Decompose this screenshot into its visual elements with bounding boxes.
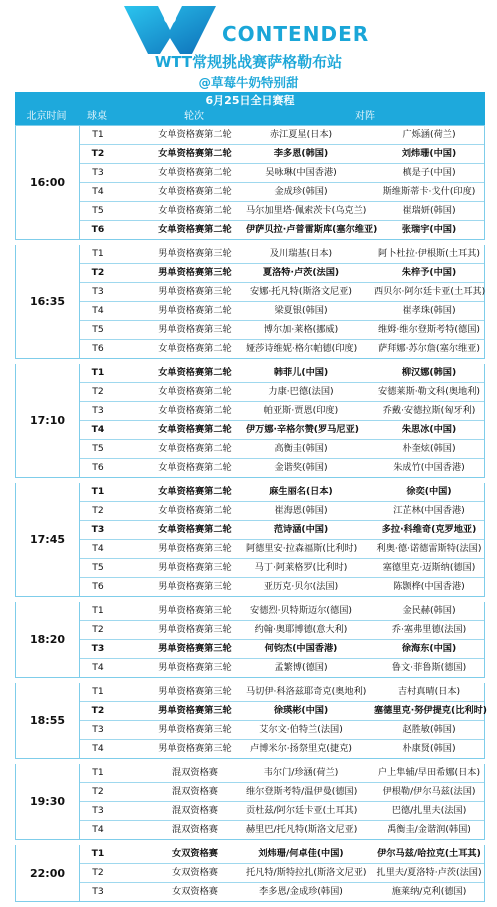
player-two: 利奥·德·诺德雷斯特(法国): [376, 543, 482, 554]
round-name: 男单资格赛第三轮: [158, 705, 232, 716]
match-row: [80, 702, 487, 721]
col-table: 球桌: [87, 111, 107, 122]
player-one: 伊萨贝拉·卢普雷斯库(塞尔维亚): [246, 224, 378, 235]
round-name: 男单资格赛第三轮: [158, 324, 232, 335]
table-number: T2: [92, 786, 104, 797]
table-number: T4: [92, 305, 104, 316]
round-name: 混双资格赛: [172, 767, 218, 778]
table-number: T3: [91, 524, 105, 535]
match-row: [80, 483, 484, 502]
match-row: [80, 683, 484, 702]
player-two: 阿卜杜拉·伊根斯(土耳其): [378, 248, 480, 259]
player-two: 崔瑞妍(韩国): [402, 205, 456, 216]
time-slot: 16:35: [16, 245, 80, 358]
round-name: 男单资格赛第三轮: [158, 662, 232, 673]
player-two: 施莱纳/克利(德国): [391, 886, 467, 897]
match-row: [80, 264, 484, 283]
col-round: 轮次: [184, 111, 204, 122]
table-number: T2: [91, 267, 105, 278]
player-one: 李多恩/金成珍(韩国): [259, 886, 343, 897]
author-handle: @草莓牛奶特别甜: [198, 75, 299, 90]
round-name: 女单资格赛第二轮: [158, 443, 232, 454]
player-two: 张瑞宇(中国): [401, 224, 457, 235]
round-name: 男单资格赛第三轮: [158, 724, 232, 735]
time-slot: 22:00: [16, 845, 80, 901]
player-one: 马切伊·科洛兹耶奇克(奥地利): [246, 686, 367, 697]
player-two: 江芷林(中国香港): [393, 505, 465, 516]
match-row: [80, 602, 484, 621]
player-two: 朴奎炫(韩国): [402, 443, 456, 454]
player-one: 及川瑞基(日本): [269, 248, 333, 259]
match-row: [80, 321, 484, 340]
match-row: [80, 521, 484, 540]
round-name: 女双资格赛: [172, 848, 218, 859]
time-block: [15, 245, 485, 359]
player-one: 赤江夏星(日本): [269, 129, 333, 140]
player-two: 朴康贤(韩国): [402, 743, 456, 754]
player-one: 艾尔文·伯特兰(法国): [259, 724, 343, 735]
table-number: T4: [92, 824, 104, 835]
table-number: T1: [92, 605, 104, 616]
round-name: 男单资格赛第三轮: [158, 562, 232, 573]
match-row: [80, 640, 484, 659]
player-one: 崔海恩(韩国): [274, 505, 328, 516]
time-slot: 16:00: [16, 126, 80, 239]
table-number: T2: [92, 505, 104, 516]
player-two: 维姆·维尔登斯考特(德国): [378, 324, 480, 335]
table-number: T3: [91, 643, 105, 654]
round-name: 女单资格赛第二轮: [158, 186, 232, 197]
table-number: T3: [92, 286, 104, 297]
player-two: 广烁涵(荷兰): [402, 129, 456, 140]
match-row: [80, 559, 484, 578]
player-two: 吉村真晴(日本): [397, 686, 461, 697]
match-row: [80, 659, 484, 677]
match-row: [80, 126, 484, 145]
player-two: 鲁文·菲鲁斯(德国): [391, 662, 467, 673]
table-number: T2: [91, 705, 105, 716]
column-header: [15, 109, 485, 125]
header: [0, 0, 497, 92]
table-number: T1: [91, 848, 105, 859]
player-one: 马丁·阿莱格罗(比利时): [254, 562, 348, 573]
player-two: 徐海东(中国): [401, 643, 457, 654]
match-row: [80, 845, 484, 864]
time-slot: 19:30: [16, 764, 80, 839]
player-two: 朱梓予(中国): [401, 267, 457, 278]
table-number: T5: [92, 443, 104, 454]
player-one: 托凡特/斯特拉扎(斯洛文尼亚): [246, 867, 367, 878]
player-one: 贡杜兹/阿尔廷卡亚(土耳其): [246, 805, 358, 816]
round-name: 男单资格赛第三轮: [158, 743, 232, 754]
player-two: 安德莱斯·勒文科(奥地利): [378, 386, 480, 397]
match-row: [80, 883, 484, 901]
table-number: T1: [91, 486, 105, 497]
time-slot: 17:10: [16, 364, 80, 477]
match-row: [80, 145, 484, 164]
match-row: [80, 245, 484, 264]
player-one: 赫里巴/托凡特(斯洛文尼亚): [246, 824, 358, 835]
match-row: [80, 402, 484, 421]
table-number: T3: [92, 167, 104, 178]
player-two: 槙是子(中国): [402, 167, 456, 178]
table-number: T5: [92, 562, 104, 573]
round-name: 女单资格赛第二轮: [158, 462, 232, 473]
player-two: 朱思冰(中国): [401, 424, 457, 435]
round-name: 女单资格赛第二轮: [158, 486, 232, 497]
player-one: 梁夏银(韩国): [274, 305, 328, 316]
round-name: 女单资格赛第二轮: [158, 367, 232, 378]
time-block: [15, 364, 485, 478]
brand-name: CONTENDER: [222, 22, 370, 46]
match-row: [80, 421, 484, 440]
player-one: 伊万娜·辛格尔赞(罗马尼亚): [246, 424, 359, 435]
table-number: T5: [92, 324, 104, 335]
round-name: 女单资格赛第二轮: [158, 129, 232, 140]
event-title: WTT常规挑战赛萨格勒布站: [154, 53, 343, 71]
round-name: 男单资格赛第三轮: [158, 643, 232, 654]
round-name: 男单资格赛第三轮: [158, 686, 232, 697]
player-two: 巴德/扎里夫(法国): [391, 805, 467, 816]
table-number: T2: [92, 386, 104, 397]
table-number: T2: [92, 867, 104, 878]
player-one: 刘炜珊/何卓佳(中国): [258, 848, 344, 859]
player-two: 徐奕(中国): [406, 486, 452, 497]
player-two: 斯维斯蒂卡·戈什(印度): [382, 186, 476, 197]
player-one: 韩菲儿(中国): [273, 367, 329, 378]
round-name: 女单资格赛第二轮: [158, 343, 232, 354]
player-two: 崔孝珠(韩国): [402, 305, 456, 316]
player-two: 乔·塞弗里德(法国): [391, 624, 467, 635]
round-name: 男单资格赛第三轮: [158, 286, 232, 297]
player-one: 李多恩(韩国): [273, 148, 329, 159]
player-two: 朱成竹(中国香港): [393, 462, 465, 473]
player-one: 约翰·奥耶博德(意大利): [254, 624, 348, 635]
player-one: 娅莎诗维妮·格尔帕德(印度): [246, 343, 358, 354]
time-block: [15, 125, 485, 240]
round-name: 女双资格赛: [172, 886, 218, 897]
table-number: T4: [92, 186, 104, 197]
round-name: 男单资格赛第三轮: [158, 581, 232, 592]
table-number: T3: [92, 405, 104, 416]
time-block: [15, 764, 485, 840]
table-number: T4: [92, 662, 104, 673]
table-number: T3: [92, 886, 104, 897]
table-number: T1: [92, 248, 104, 259]
match-row: [80, 459, 484, 477]
round-name: 男单资格赛第三轮: [158, 267, 232, 278]
table-number: T4: [91, 424, 105, 435]
table-number: T3: [92, 805, 104, 816]
table-number: T1: [92, 686, 104, 697]
round-name: 女单资格赛第二轮: [158, 205, 232, 216]
player-one: 何钧杰(中国香港): [264, 643, 338, 654]
round-name: 男单资格赛第三轮: [158, 605, 232, 616]
match-row: [80, 783, 484, 802]
player-two: 户上隼辅/早田希娜(日本): [377, 767, 481, 778]
match-row: [80, 383, 484, 402]
match-row: [80, 740, 484, 758]
round-name: 男单资格赛第三轮: [158, 624, 232, 635]
player-one: 麻生丽名(日本): [269, 486, 333, 497]
match-row: [80, 302, 484, 321]
round-name: 女双资格赛: [172, 867, 218, 878]
player-two: 刘炜珊(中国): [401, 148, 457, 159]
player-two: 禹衡圭/金谐润(韩国): [387, 824, 471, 835]
player-one: 维尔登斯考特/温伊曼(德国): [246, 786, 358, 797]
table-number: T6: [92, 343, 104, 354]
round-name: 女单资格赛第二轮: [158, 405, 232, 416]
match-row: [80, 502, 484, 521]
player-one: 韦尔门/珍涵(荷兰): [263, 767, 339, 778]
time-block: [15, 602, 485, 678]
match-row: [80, 540, 484, 559]
player-one: 卢博米尔·扬祭里克(捷克): [250, 743, 352, 754]
player-two: 萨拜娜·苏尔詹(塞尔维亚): [378, 343, 480, 354]
player-two: 金民赫(韩国): [402, 605, 456, 616]
match-row: [80, 440, 484, 459]
player-two: 陈颢桦(中国香港): [393, 581, 465, 592]
match-row: [80, 164, 484, 183]
round-name: 男单资格赛第二轮: [158, 305, 232, 316]
table-number: T4: [92, 743, 104, 754]
round-name: 女单资格赛第二轮: [158, 524, 232, 535]
player-two: 塞德里克·迈斯纳(德国): [382, 562, 476, 573]
schedule-table: [15, 125, 485, 907]
col-time: 北京时间: [26, 111, 67, 122]
table-number: T4: [92, 543, 104, 554]
time-block: [15, 845, 485, 902]
round-name: 男单资格赛第三轮: [158, 248, 232, 259]
match-row: [80, 802, 484, 821]
player-two: 乔戴·安德拉斯(匈牙利): [382, 405, 476, 416]
match-row: [80, 364, 484, 383]
table-number: T2: [92, 624, 104, 635]
player-two: 西贝尔·阿尔廷卡亚(土耳其): [374, 286, 486, 297]
round-name: 女单资格赛第二轮: [158, 424, 232, 435]
table-number: T6: [92, 462, 104, 473]
player-two: 柳汉娜(韩国): [401, 367, 457, 378]
player-one: 徐瑛彬(中国): [273, 705, 329, 716]
col-match: 对阵: [355, 111, 375, 122]
player-one: 帕亚斯·贾恩(印度): [263, 405, 339, 416]
player-one: 安德烈·贝特斯迈尔(德国): [250, 605, 352, 616]
table-number: T2: [91, 148, 105, 159]
match-row: [80, 283, 484, 302]
match-row: [80, 183, 484, 202]
table-number: T1: [92, 767, 104, 778]
time-slot: 18:55: [16, 683, 80, 758]
round-name: 男单资格赛第三轮: [158, 543, 232, 554]
player-two: 伊尔马兹/哈拉克(土耳其): [377, 848, 481, 859]
round-name: 混双资格赛: [172, 786, 218, 797]
player-one: 阿德里安·拉森福斯(比利时): [246, 543, 358, 554]
round-name: 女单资格赛第二轮: [158, 386, 232, 397]
table-number: T1: [92, 129, 104, 140]
player-one: 吴咏琳(中国香港): [265, 167, 337, 178]
time-slot: 17:45: [16, 483, 80, 596]
table-number: T6: [92, 581, 104, 592]
table-number: T1: [91, 367, 105, 378]
player-one: 孟繁博(德国): [274, 662, 328, 673]
day-banner: 6月25日全日赛程: [15, 92, 485, 109]
player-two: 扎里夫/夏洛特·卢茨(法国): [376, 867, 482, 878]
player-one: 马尔加里塔·佩索茨卡(乌克兰): [246, 205, 367, 216]
player-two: 伊根勒/伊尔马兹(法国): [382, 786, 476, 797]
match-row: [80, 340, 484, 358]
wtt-logo-icon: [122, 4, 218, 56]
match-row: [80, 202, 484, 221]
player-two: 赵胜敏(韩国): [402, 724, 456, 735]
match-row: [80, 578, 484, 596]
match-row: [80, 621, 484, 640]
player-two: 塞德里克·努伊提克(比利时): [374, 705, 487, 716]
round-name: 女单资格赛第二轮: [158, 505, 232, 516]
round-name: 女单资格赛第二轮: [158, 224, 232, 235]
table-number: T6: [91, 224, 105, 235]
time-block: [15, 683, 485, 759]
player-one: 范诗涵(中国): [273, 524, 329, 535]
player-one: 高衡圭(韩国): [274, 443, 328, 454]
round-name: 女单资格赛第二轮: [158, 167, 232, 178]
round-name: 混双资格赛: [172, 824, 218, 835]
round-name: 混双资格赛: [172, 805, 218, 816]
player-one: 夏洛特·卢茨(法国): [262, 267, 340, 278]
player-one: 力康·巴德(法国): [268, 386, 334, 397]
round-name: 女单资格赛第二轮: [158, 148, 232, 159]
time-block: [15, 483, 485, 597]
player-one: 博尔加·莱格(挪威): [263, 324, 339, 335]
player-one: 安娜·托凡特(斯洛文尼亚): [250, 286, 352, 297]
table-number: T3: [92, 724, 104, 735]
match-row: [80, 864, 484, 883]
player-one: 金谐奖(韩国): [274, 462, 328, 473]
table-number: T5: [92, 205, 104, 216]
time-slot: 18:20: [16, 602, 80, 677]
player-one: 亚历克·贝尔(法国): [263, 581, 339, 592]
match-row: [80, 221, 484, 239]
player-one: 金成珍(韩国): [274, 186, 328, 197]
match-row: [80, 764, 484, 783]
player-two: 多拉·科维奇(克罗地亚): [381, 524, 477, 535]
match-row: [80, 821, 484, 839]
match-row: [80, 721, 484, 740]
